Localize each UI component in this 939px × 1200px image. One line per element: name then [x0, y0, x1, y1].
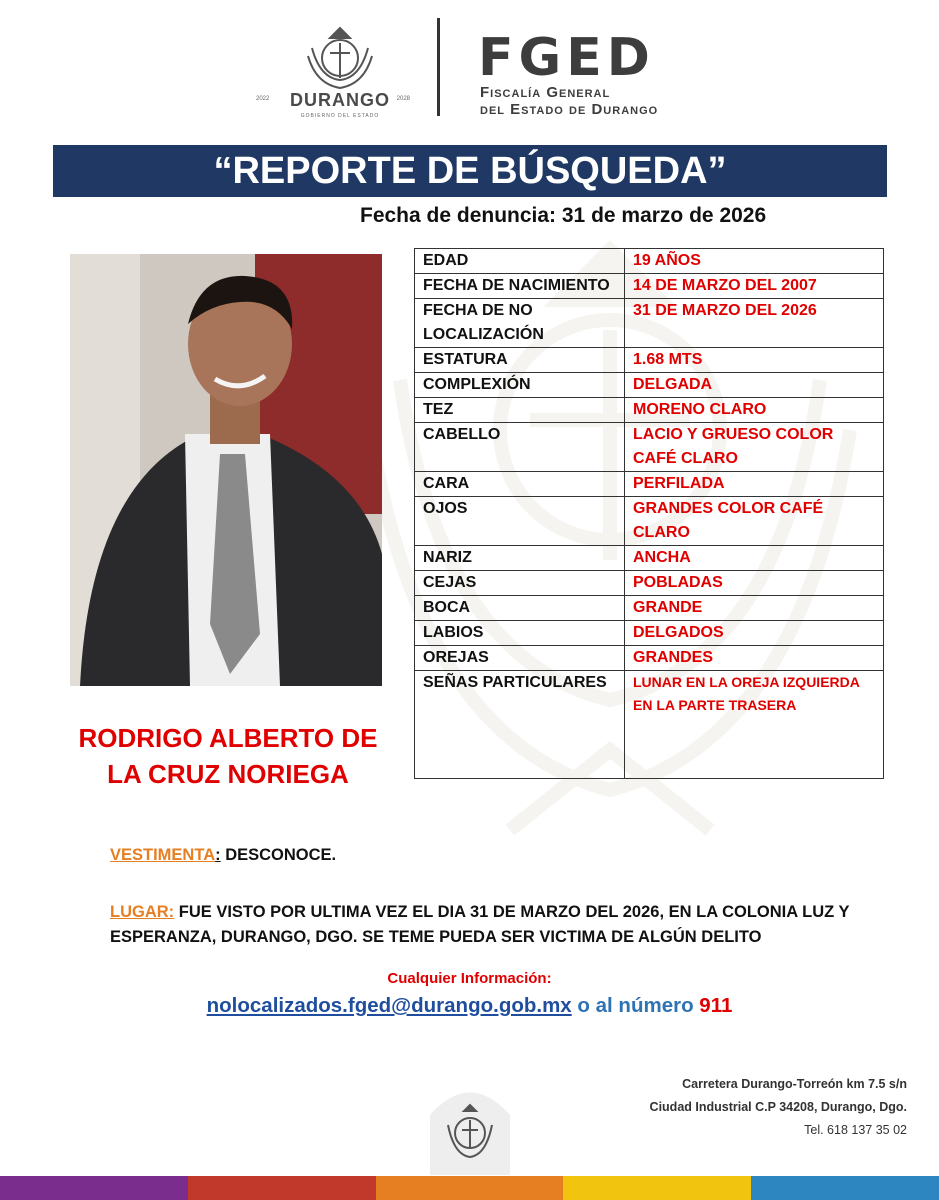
footer-bar-segment [0, 1176, 188, 1200]
place-value: FUE VISTO POR ULTIMA VEZ EL DIA 31 DE MARZO DEL 2026, EN LA COLONIA LUZ Y ESPERANZA, DURANGO, DGO. SE TEME PUEDA SER VICTIMA DE ALGÚN DELITO [110, 903, 850, 946]
row-label: CEJAS [415, 571, 625, 596]
fged-logo [478, 28, 698, 118]
complaint-date: Fecha de denuncia: 31 de marzo de 2026 [360, 204, 767, 227]
phone-number: Tel. 618 137 35 02 [804, 1123, 907, 1137]
missing-person-photo [70, 254, 382, 686]
row-label: OJOS [415, 497, 625, 546]
footer-color-bar [0, 1176, 939, 1200]
row-label: EDAD [415, 249, 625, 274]
table-row [415, 472, 884, 497]
table-row [415, 497, 884, 546]
description-table [414, 248, 884, 779]
row-value: ANCHA [625, 546, 884, 571]
place-label: LUGAR: [110, 903, 175, 921]
emergency-number: 911 [699, 994, 733, 1017]
row-value: POBLADAS [625, 571, 884, 596]
table-row [415, 398, 884, 423]
table-row [415, 299, 884, 348]
table-row [415, 596, 884, 621]
contact-line [0, 994, 939, 1018]
contact-email-link[interactable]: nolocalizados.fged@durango.gob.mx [206, 994, 572, 1017]
row-label: COMPLEXIÓN [415, 373, 625, 398]
table-row [415, 249, 884, 274]
row-label: BOCA [415, 596, 625, 621]
clothing-value: DESCONOCE. [220, 846, 337, 864]
durango-wordmark: DURANGO [290, 90, 390, 110]
row-label: FECHA DE NO LOCALIZACIÓN [415, 299, 625, 348]
portrait-image [70, 254, 382, 686]
footer-bar-segment [563, 1176, 751, 1200]
row-value: GRANDES [625, 646, 884, 671]
info-label: Cualquier Información: [387, 970, 552, 987]
row-value: GRANDE [625, 596, 884, 621]
table-row [415, 348, 884, 373]
footer-bar-segment [376, 1176, 564, 1200]
address-line-2: Ciudad Industrial C.P 34208, Durango, Dgo. [649, 1100, 907, 1114]
durango-crest-icon [250, 18, 430, 128]
table-row [415, 671, 884, 779]
address-block [650, 1073, 907, 1142]
table-row [415, 274, 884, 299]
row-label: TEZ [415, 398, 625, 423]
row-label: CABELLO [415, 423, 625, 472]
durango-year-right: 2028 [396, 96, 410, 102]
row-label: NARIZ [415, 546, 625, 571]
footer-seal-icon [420, 1075, 520, 1175]
row-value: 31 DE MARZO DEL 2026 [625, 299, 884, 348]
fged-subtitle-line2: del Estado de Durango [480, 101, 659, 118]
row-label: SEÑAS PARTICULARES [415, 671, 625, 779]
row-value: MORENO CLARO [625, 398, 884, 423]
row-label: CARA [415, 472, 625, 497]
row-value: DELGADOS [625, 621, 884, 646]
row-label: ESTATURA [415, 348, 625, 373]
footer-bar-segment [188, 1176, 376, 1200]
table-row [415, 423, 884, 472]
row-value: LUNAR EN LA OREJA IZQUIERDA EN LA PARTE TRASERA [625, 671, 884, 779]
table-row [415, 546, 884, 571]
row-label: FECHA DE NACIMIENTO [415, 274, 625, 299]
header-divider [437, 18, 440, 116]
fged-subtitle-line1: Fiscalía General [480, 84, 611, 101]
place-line [110, 900, 900, 950]
footer-bar-segment [751, 1176, 939, 1200]
table-row [415, 373, 884, 398]
table-row [415, 646, 884, 671]
table-row [415, 571, 884, 596]
durango-logo [250, 18, 430, 128]
row-value: 1.68 MTS [625, 348, 884, 373]
row-value: GRANDES COLOR CAFÉ CLARO [625, 497, 884, 546]
contact-middle-text: o al número [571, 994, 700, 1017]
row-label: OREJAS [415, 646, 625, 671]
clothing-line [110, 846, 336, 865]
row-value: DELGADA [625, 373, 884, 398]
clothing-label: VESTIMENTA [110, 846, 216, 864]
durango-subtitle: GOBIERNO DEL ESTADO [300, 113, 380, 119]
clothing-separator: : [215, 846, 221, 864]
row-value: 14 DE MARZO DEL 2007 [625, 274, 884, 299]
person-name: RODRIGO ALBERTO DE LA CRUZ NORIEGA [78, 723, 378, 789]
row-value: PERFILADA [625, 472, 884, 497]
row-value: LACIO Y GRUESO COLOR CAFÉ CLARO [625, 423, 884, 472]
fged-title: FGED [478, 28, 655, 88]
row-label: LABIOS [415, 621, 625, 646]
table-row [415, 621, 884, 646]
durango-year-left: 2022 [256, 96, 270, 102]
report-banner: “REPORTE DE BÚSQUEDA” [53, 145, 887, 197]
row-value: 19 AÑOS [625, 249, 884, 274]
address-line-1: Carretera Durango-Torreón km 7.5 s/n [682, 1077, 907, 1091]
